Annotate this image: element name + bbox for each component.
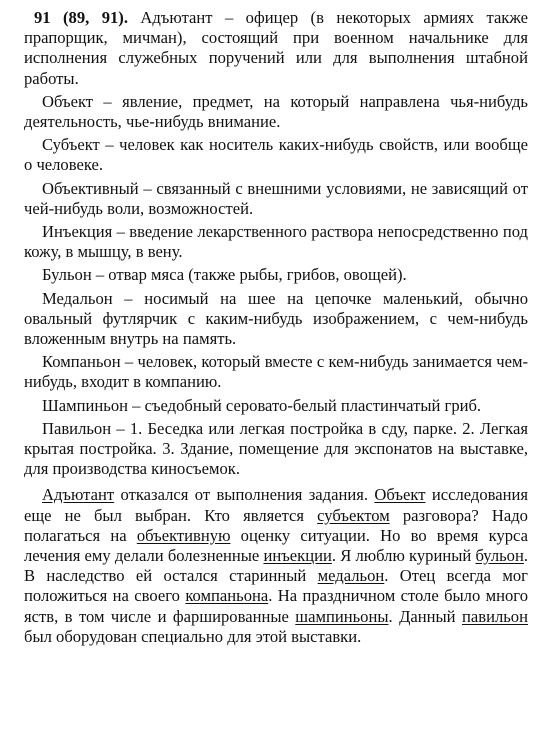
story-text: . В наследство ей остался старинный — [24, 546, 528, 586]
exercise-number: 91 (89, 91). — [34, 8, 128, 27]
story-text: отказался от выполнения задания. — [114, 485, 375, 505]
entry-subject: Субъект – человек как носитель каких-нибудь свойств, или вообще о человеке. — [24, 135, 528, 175]
entry-champignon: Шампиньон – съедобный серовато-белый пластинчатый гриб. — [42, 395, 482, 415]
underlined-word: медальон — [317, 566, 385, 586]
entry-medallion: Медальон – носимый на шее на цепочке маленький, обычно овальный футлярчик с каким-нибудь изображением, с чем-нибудь вложенным внутрь на память. — [24, 288, 528, 349]
underlined-word: павильон — [462, 606, 528, 626]
underlined-word: Адъютант — [42, 485, 115, 505]
story-text: . Данный — [388, 606, 462, 626]
underlined-word: шампиньоны — [295, 606, 389, 626]
entry-adjutant — [24, 8, 528, 89]
underlined-word: компаньона — [185, 586, 269, 606]
underlined-word: объективную — [136, 525, 231, 545]
story-text: был оборудован специально для этой выставки. — [24, 626, 362, 646]
entry-object: Объект – явление, предмет, на который направлена чья-нибудь деятельность, чье-нибудь внимание. — [24, 91, 528, 132]
underlined-word: бульон — [475, 546, 524, 566]
entry-adjutant-text: Адъютант – офицер (в некоторых армиях также прапорщик, мичман), состоящий при военном начальнике для исполнения служебных поручений или для выполнения штабной работы. — [24, 8, 528, 88]
story-text: . Я люблю куриный — [331, 546, 476, 566]
story-text: оценку ситуации. Но во время курса лечения ему делали болезненные — [24, 525, 528, 566]
story-text: . Отец всегда мог положиться на своего — [24, 566, 528, 606]
underlined-word: Объект — [374, 485, 426, 505]
underlined-word: инъекции — [263, 546, 332, 566]
story-text: исследования еще не был выбран. Кто является — [24, 485, 528, 525]
story-text: разговора? Надо полагаться на — [24, 505, 528, 545]
entry-bouillon: Бульон – отвар мяса (также рыбы, грибов, овощей). — [42, 265, 407, 285]
story-text: . На праздничном столе было много яств, в том числе и фаршированные — [24, 586, 528, 626]
entry-companion: Компаньон – человек, который вместе с кем-нибудь занимается чем-нибудь, входит в компанию. — [24, 352, 528, 392]
entry-objective: Объективный – связанный с внешними условиями, не зависящий от чей-нибудь воли, возможностей. — [24, 178, 528, 218]
entry-pavilion: Павильон – 1. Беседка или легкая постройка в сду, парке. 2. Легкая крытая постройка. 3. Здание, помещение для экспонатов на выставке, для производства киносъемок. — [24, 418, 528, 479]
underlined-word: субъектом — [317, 505, 390, 525]
example-story — [24, 485, 528, 647]
entry-injection: Инъекция – введение лекарственного раствора непосредственно под кожу, в мышцу, в вену. — [24, 222, 528, 262]
